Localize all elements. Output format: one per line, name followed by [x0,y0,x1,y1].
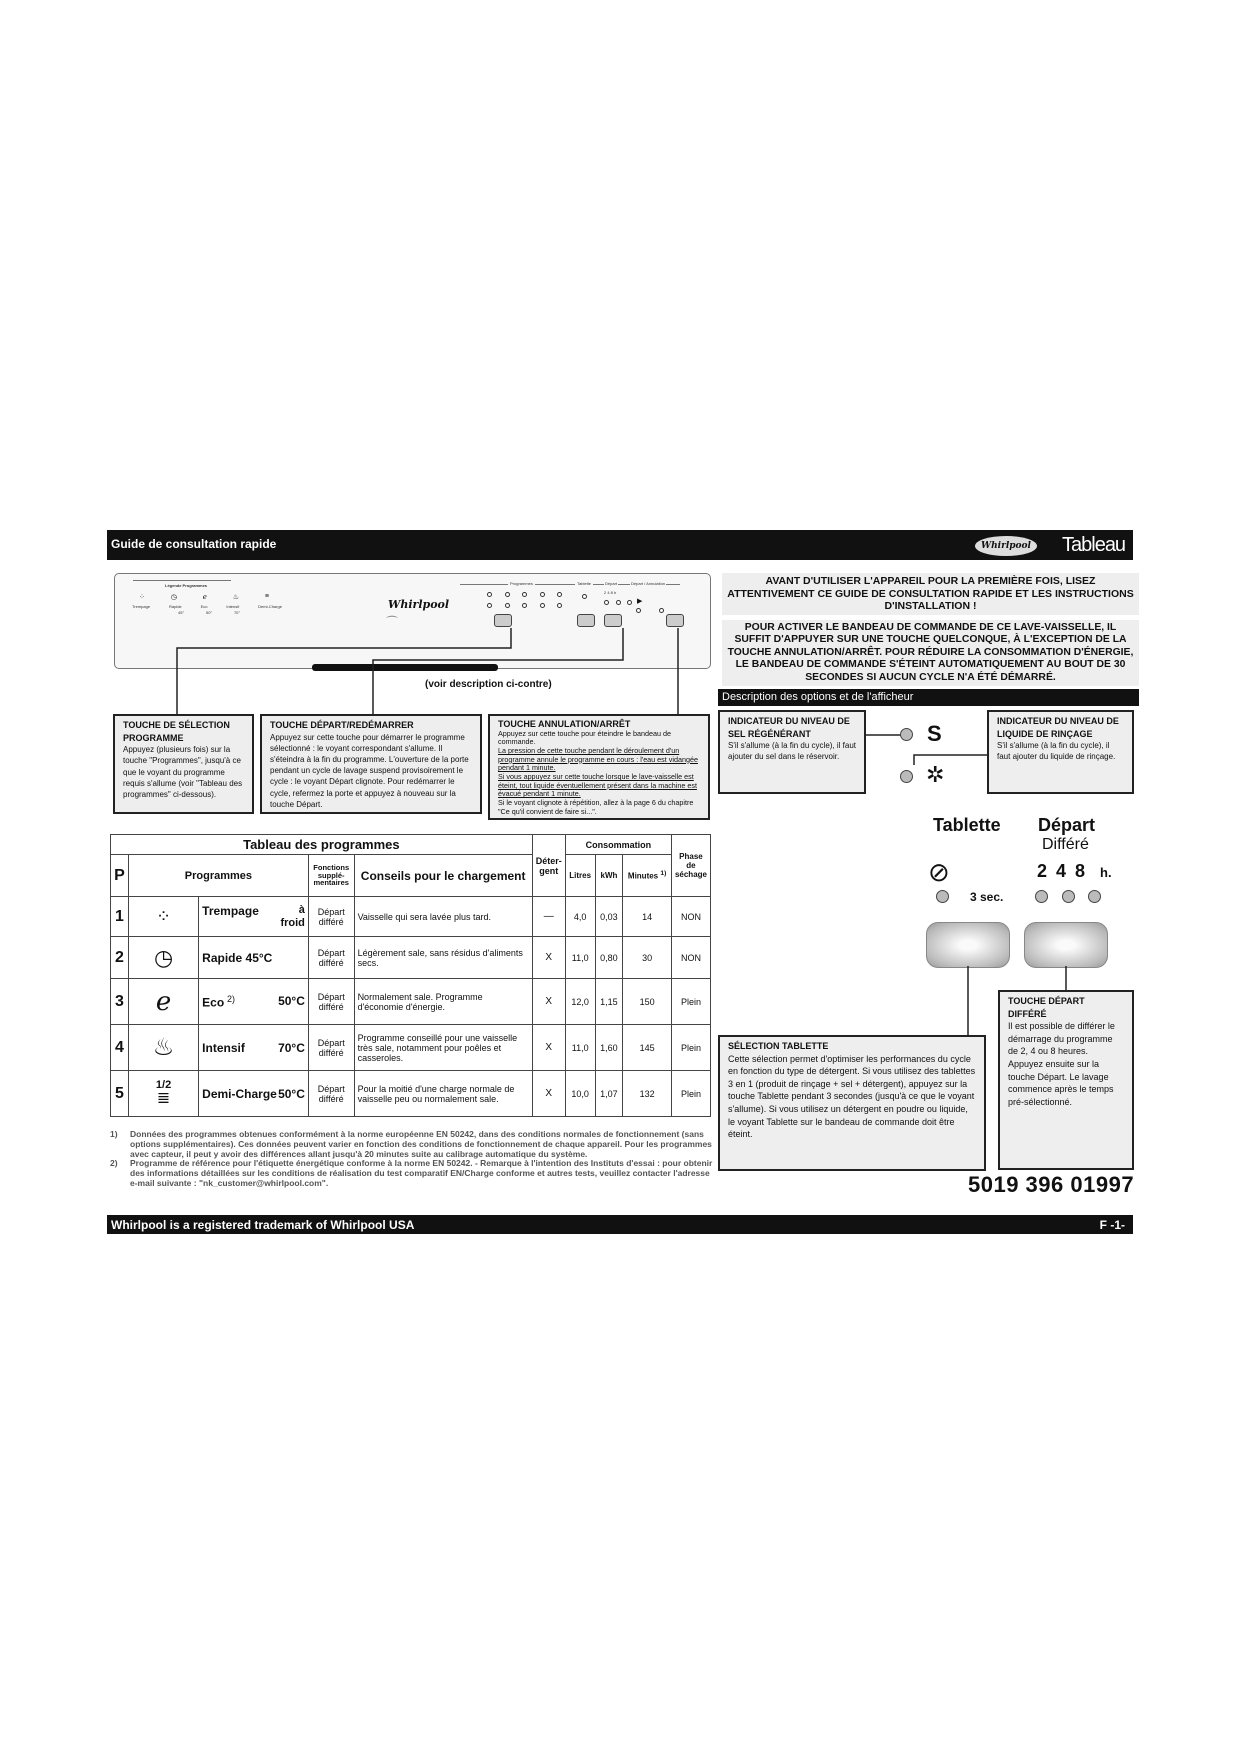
programme-note: 2) [226,993,235,1004]
annulation-leds [636,608,664,613]
led-icon [505,603,510,608]
row-number: 3 [111,979,129,1025]
depart-box-text: Il est possible de différer le démarrage du programme de 2, 4 ou 8 heures. Appuyez ensuite sur la touche Départ. Le lavage commence après le temps pré-sélectionné. [1008,1021,1115,1107]
led-icon [487,592,492,597]
demi-charge-icon: 1/2 ≣ [128,1071,198,1117]
legend-title: Légende Programmes [165,583,208,588]
legend-labels [132,604,282,609]
led-icon [627,600,632,605]
delay-hours: 2 4 8 [1037,861,1086,881]
tablette-button[interactable] [926,922,1010,968]
header-detergent: Déter-gent [532,835,565,897]
three-sec-label: 3 sec. [970,890,1004,904]
led-icon [505,592,510,597]
indicator-sel-box [718,710,866,794]
programme-name: Intensif [202,1040,245,1055]
programme-temp: 50°C [278,1086,305,1101]
callout-title: TOUCHE DÉPART/REDÉMARRER [270,720,414,730]
row-advice: Légèrement sale, sans résidus d'aliments secs. [354,937,532,979]
callout-text: Appuyez (plusieurs fois) sur la touche "Programmes", jusqu'à ce que le voyant du programme requis s'allume (voir "Tableau des programmes" ci-dessous). [123,745,243,799]
table-row [111,1025,711,1071]
indicator-title: INDICATEUR DU NIVEAU DE SEL RÉGÉNÉRANT [728,716,850,739]
led-icon [659,608,664,613]
legend-temp-45: 45° [178,610,185,615]
header-conseils: Conseils pour le chargement [354,855,532,897]
header-minutes-label: Minutes [627,871,659,881]
footnote-number: 1) [110,1129,118,1139]
panel-brand-logo: Whirlpool [388,598,450,611]
panel-tablette-label: Tablette [577,581,592,586]
rapide-icon: ◷ [170,594,177,601]
programme-name: Demi-Charge [202,1086,277,1101]
see-description-note: (voir description ci-contre) [425,679,552,690]
row-number: 4 [111,1025,129,1071]
table-row [111,897,711,937]
row-func: Départ différé [308,897,354,937]
row-detergent: X [532,1025,565,1071]
programme-name: Rapide 45°C [202,950,273,965]
eco-icon: ℯ [202,594,207,601]
footnote-text: Données des programmes obtenues conformément à la norme européenne EN 50242, dans des conditions normales de fonctionnement (sans options supplémentaires). Ces données peuvent varier en fonction des conditions de fonctionnement de chaque appareil. Pour les programmes avec capteur, il peut y avoir des différences allant jusqu'à 20 minutes suite au calibrage automatique du système. [130,1129,712,1159]
header-litres: Litres [565,855,595,897]
legend-rule [133,580,231,581]
indicator-title: INDICATEUR DU NIVEAU DE LIQUIDE DE RINÇAGE [997,716,1119,739]
row-func: Départ différé [308,979,354,1025]
panel-programmes-label: Programmes [510,581,533,586]
rapide-icon: ◷ [128,937,198,979]
depart-box-title: TOUCHE DÉPART DIFFÉRÉ [1008,996,1085,1019]
led-icon [540,592,545,597]
row-detergent: — [532,897,565,937]
legend-eco: Eco [200,604,208,609]
panel-annulation-label: Départ / Annulation [631,581,666,586]
callout-annulation [488,714,710,820]
row-advice: Normalement sale. Programme d'économie d'énergie. [354,979,532,1025]
trademark-note: Whirlpool is a registered trademark of Whirlpool USA [111,1218,415,1232]
brand-swoosh-icon: ⌒ [386,615,399,629]
programme-temp: 50°C [278,993,305,1008]
brand-logo: Whirlpool [975,536,1037,556]
legend-rapide: Rapide [168,604,182,609]
header-fonctions: Fonctions supplé-mentaires [308,855,354,897]
row-kwh: 1,15 [595,979,623,1025]
row-programme [199,937,309,979]
indicator-text: S'il s'allume (à la fin du cycle), il faut ajouter du liquide de rinçage. [997,741,1116,762]
row-programme [199,1071,309,1117]
callout-text: Appuyez sur cette touche pour démarrer le programme sélectionné : le voyant correspondant s'allume. Il s'éteindra à la fin du programme. L'ouverture de la porte pendant un cycle de lavage suspend provisoirement le cycle : le voyant Départ clignote. Pour redémarrer le cycle, refermez la porte et appuyez à nouveau sur la touche Départ. [270,732,469,809]
row-minutes: 145 [623,1025,672,1071]
page-number: F -1- [1099,1218,1125,1232]
panel-depart-label: Départ [605,581,618,586]
row-programme [199,1025,309,1071]
demi-charge-icon: ≡ [264,593,269,600]
delay-hours-unit: h. [1100,865,1112,880]
led-icon [522,603,527,608]
tablette-selection-box [718,1035,986,1171]
programme-temp: 70°C [278,1040,305,1055]
panel-program-leds [487,592,562,597]
callout-connectors [110,620,710,720]
led-icon [557,592,562,597]
header-programmes: Programmes [128,855,308,897]
tablette-box-title: SÉLECTION TABLETTE [728,1041,829,1051]
delay-8h-led [1088,890,1101,903]
row-litres: 4,0 [565,897,595,937]
row-detergent: X [532,979,565,1025]
header-phase: Phase de séchage [671,835,710,897]
row-func: Départ différé [308,1025,354,1071]
footnotes [110,1130,715,1189]
play-icon: ▶ [637,598,643,605]
led-icon [522,592,527,597]
row-phase: Plein [671,1071,710,1117]
panel-program-leds-2 [487,603,562,608]
row-minutes: 150 [623,979,672,1025]
product-code: 5019 396 01997 [968,1172,1135,1197]
indicator-text: S'il s'allume (à la fin du cycle), il faut ajouter du sel dans le réservoir. [728,741,856,762]
row-litres: 11,0 [565,937,595,979]
table-row [111,937,711,979]
tablette-led-icon [582,594,587,599]
panel-hours: 2 4 8 h [604,590,617,595]
row-programme [199,897,309,937]
demi-charge-icon-label: 1/2 [155,1079,172,1091]
led-icon [487,603,492,608]
row-kwh: 1,60 [595,1025,623,1071]
depart-differe-box [998,990,1134,1170]
row-advice: Pour la moitié d'une charge normale de vaisselle peu ou normalement sale. [354,1071,532,1117]
intensif-icon: ♨ [128,1025,198,1071]
row-func: Départ différé [308,937,354,979]
header-p: P [111,855,129,897]
led-icon [616,600,621,605]
callout-text: Appuyez sur cette touche pour éteindre le bandeau de commande. [498,728,672,747]
legend-temp-50: 50° [205,610,213,615]
footnote [110,1130,715,1159]
programme-temp: à froid [280,904,305,929]
warning-first-use: AVANT D'UTILISER L'APPAREIL POUR LA PREMIÈRE FOIS, LISEZ ATTENTIVEMENT CE GUIDE DE CONSULTATION RAPIDE ET LES INSTRUCTIONS D'INSTALLATION ! [722,573,1139,615]
row-kwh: 0,80 [595,937,623,979]
row-kwh: 0,03 [595,897,623,937]
callout-text: La pression de cette touche pendant le déroulement d'un programme annule le programme en cours : l'eau est vidangée pendant 1 minute. [498,746,698,773]
table-title: Tableau des programmes [111,835,533,855]
row-minutes: 14 [623,897,672,937]
programme-name: Eco [202,995,225,1010]
trempage-icon: ⁘ [128,897,198,937]
row-advice: Programme conseillé pour une vaisselle très sale, notamment pour poêles et casseroles. [354,1025,532,1071]
row-phase: NON [671,897,710,937]
indicator-rincage-box [987,710,1134,794]
callout-title: TOUCHE DE SÉLECTION PROGRAMME [123,720,230,743]
warning-activation: POUR ACTIVER LE BANDEAU DE COMMANDE DE CE LAVE-VAISSELLE, IL SUFFIT D'APPUYER SUR UNE TOUCHE QUELCONQUE, À L'EXCEPTION DE LA TOUCHE ANNULATION/ARRÊT. POUR RÉDUIRE LA CONSOMMATION D'ÉNERGIE, LE BANDEAU DE COMMANDE S'ÉTEINT AUTOMATIQUEMENT AU BOUT DE 30 SECONDES SI AUCUN CYCLE N'A ÉTÉ DÉMARRÉ. [722,620,1139,686]
row-func: Départ différé [308,1071,354,1117]
legend-trempage: Trempage [132,604,151,609]
callout-depart [260,714,482,814]
legend-temps [178,610,240,615]
row-advice: Vaisselle qui sera lavée plus tard. [354,897,532,937]
salt-indicator-led [900,728,913,741]
row-phase: Plein [671,979,710,1025]
row-number: 2 [111,937,129,979]
row-minutes: 30 [623,937,672,979]
programme-table [110,834,711,1117]
row-litres: 10,0 [565,1071,595,1117]
row-detergent: X [532,1071,565,1117]
header-minutes [623,855,672,897]
table-row [111,1071,711,1117]
legend-intensif: Intensif [226,604,240,609]
row-minutes: 132 [623,1071,672,1117]
led-icon [604,600,609,605]
row-number: 5 [111,1071,129,1117]
tablette-icon: ⊘ [928,857,950,887]
row-phase: Plein [671,1025,710,1071]
led-icon [540,603,545,608]
footer-bar [107,1215,1133,1234]
salt-icon: S [927,721,942,746]
callout-title: TOUCHE ANNULATION/ARRÊT [498,719,631,729]
tablette-label: Tablette [933,815,1001,835]
rinse-indicator-led [900,770,913,783]
delay-leds [1035,890,1101,903]
delay-2h-led [1035,890,1048,903]
programme-name: Trempage [202,904,259,919]
row-detergent: X [532,937,565,979]
header-consommation: Consommation [565,835,671,855]
differe-label: Différé [1042,836,1089,853]
depart-leds [604,600,632,605]
led-icon [636,608,641,613]
tablette-box-text: Cette sélection permet d'optimiser les performances du cycle en fonction du type de détergent. Si vous utilisez des tablettes 3 en 1 (produit de rinçage + sel + détergent), appuyez sur la touche Tablette pendant 3 secondes (jusqu'à ce que le voyant s'allume). Si vous utilisez un détergent en poudre ou liquide, le voyant Tablette sur le bandeau de commande doit être éteint. [728,1053,976,1140]
footnote-number: 2) [110,1158,118,1169]
legend-demi-charge: Demi-Charge [258,604,282,609]
rinse-aid-icon: ✲ [926,762,945,787]
section-title: Tableau [1062,534,1126,556]
depart-differe-button[interactable] [1024,922,1108,968]
row-programme [199,979,309,1025]
depart-label: Départ [1038,815,1096,835]
callout-programme-selection [113,714,254,814]
row-number: 1 [111,897,129,937]
tablette-led [936,890,949,903]
footnote [110,1159,715,1188]
table-row [111,979,711,1025]
row-kwh: 1,07 [595,1071,623,1117]
header-bar [107,530,1133,560]
legend-temp-70: 70° [233,610,240,615]
guide-title: Guide de consultation rapide [111,537,277,551]
trempage-icon: ⁘ [139,594,145,601]
eco-icon: ℯ [128,979,198,1025]
footnote-text: Programme de référence pour l'étiquette énergétique conforme à la norme EN 50242. - Remarque à l'intention des Instituts d'essai : pour obtenir des informations détaillées sur les conditions de réalisation du test comparatif EN/Charge conforme et autres tests, veuillez contacter l'adresse e-mail suivante : "nk_customer@whirlpool.com". [130,1158,713,1188]
row-litres: 12,0 [565,979,595,1025]
header-minutes-note: 1) [660,870,667,878]
options-title: Description des options et de l'afficheur [718,689,1139,706]
row-phase: NON [671,937,710,979]
callout-text: Si le voyant clignote à répétition, allez à la page 6 du chapitre "Ce qu'il convient de faire si...". [498,797,694,816]
intensif-icon: ♨ [232,594,239,601]
delay-4h-led [1062,890,1075,903]
led-icon [557,603,562,608]
legend-icons [139,593,269,603]
header-kwh: kWh [595,855,623,897]
callout-text: Si vous appuyez sur cette touche lorsque le lave-vaisselle est éteint, tout liquide éventuellement présent dans la machine est évacué pendant 1 minute. [498,772,697,799]
row-litres: 11,0 [565,1025,595,1071]
